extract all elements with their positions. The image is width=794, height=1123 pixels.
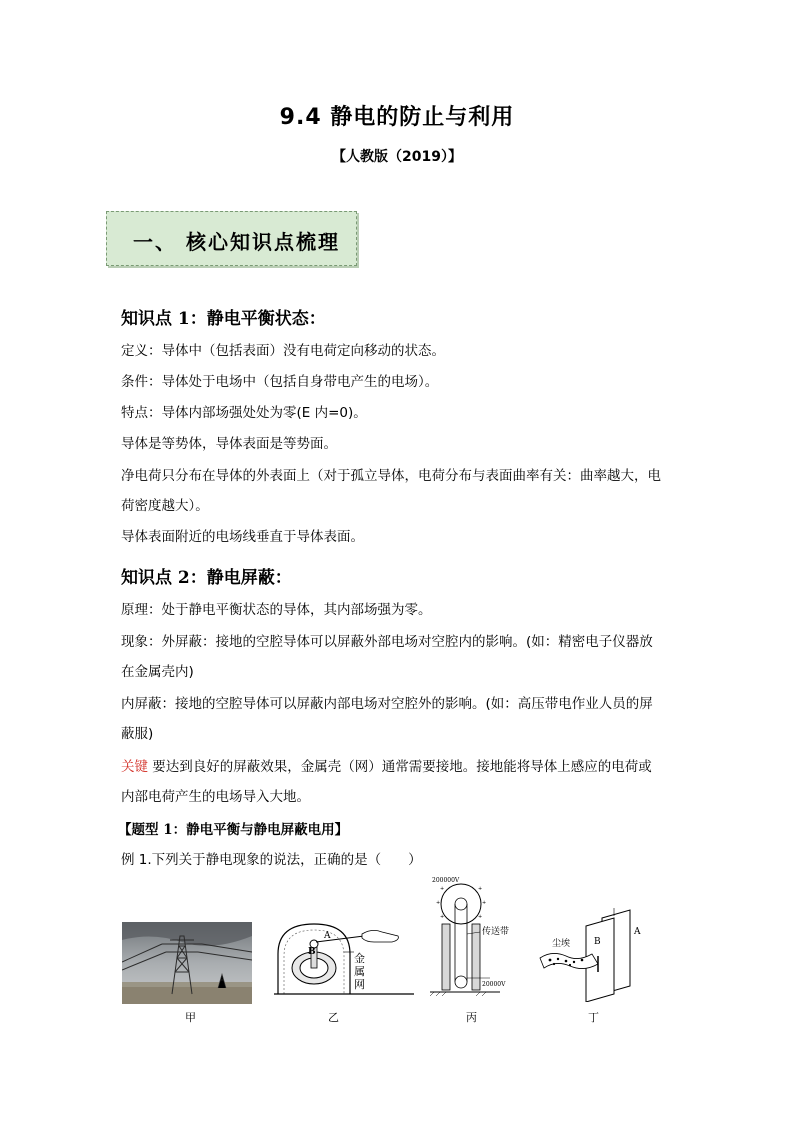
- knowledge-point-1-heading: 知识点 1：静电平衡状态：: [121, 309, 326, 329]
- fig2-mesh-label-2: 属: [354, 965, 365, 978]
- svg-text:+: +: [440, 914, 445, 920]
- kp1-definition: 定义：导体中（包括表面）没有电荷定向移动的状态。: [121, 343, 445, 359]
- kp1-feature: 特点：导体内部场强处处为零(E 内=0)。: [121, 405, 367, 421]
- fig1-power-tower-photo: [122, 922, 252, 1004]
- knowledge-point-2-heading: 知识点 2：静电屏蔽：: [121, 568, 292, 588]
- fig4-plate-b: B: [594, 937, 601, 947]
- fig3-belt-label: 传送带: [482, 927, 510, 937]
- fig2-label: 乙: [328, 1011, 339, 1024]
- section-banner-label: 一、 核心知识点梳理: [133, 230, 340, 254]
- kp1-charge-distribution-line2: 荷密度越大）。: [121, 498, 209, 514]
- key-text: 要达到良好的屏蔽效果，金属壳（网）通常需要接地。接地能将导体上感应的电荷或: [148, 759, 652, 775]
- question-type-heading: 【题型 1：静电平衡与静电屏蔽电用】: [118, 822, 349, 838]
- kp2-principle: 原理：处于静电平衡状态的导体，其内部场强为零。: [121, 602, 432, 618]
- fig2-mesh-label-1: 金: [354, 952, 365, 965]
- kp1-field-lines: 导体表面附近的电场线垂直于导体表面。: [121, 529, 364, 545]
- kp2-key-line2: 内部电荷产生的电场导入大地。: [121, 789, 310, 805]
- fig3-van-de-graaff-diagram: [420, 874, 520, 1002]
- svg-text:+: +: [478, 886, 483, 892]
- kp1-charge-distribution-line1: 净电荷只分布在导体的外表面上（对于孤立导体，电荷分布与表面曲率有关：曲率越大，电: [121, 468, 661, 484]
- fig2-point-b: B: [308, 947, 316, 957]
- section-banner: [106, 211, 357, 266]
- kp2-inner-shield-line1: 内屏蔽：接地的空腔导体可以屏蔽内部电场对空腔外的影响。(如：高压带电作业人员的屏: [121, 696, 653, 712]
- fig4-plate-a: A: [634, 927, 641, 937]
- fig4-label: 丁: [588, 1011, 599, 1024]
- svg-text:+: +: [436, 900, 441, 906]
- kp2-key-line1: [121, 752, 681, 783]
- fig3-label: 丙: [466, 1011, 477, 1024]
- kp2-inner-shield-line2: 蔽服): [121, 726, 154, 742]
- svg-text:+: +: [478, 914, 483, 920]
- key-label: 关键: [121, 759, 148, 775]
- fig1-label: 甲: [185, 1011, 196, 1024]
- kp1-equipotential: 导体是等势体，导体表面是等势面。: [121, 436, 337, 452]
- fig4-dust-precipitator-diagram: [536, 906, 656, 1002]
- kp2-outer-shield-line1: 现象：外屏蔽：接地的空腔导体可以屏蔽外部电场对空腔内的影响。(如：精密电子仪器放: [121, 634, 653, 650]
- fig3-top-voltage: 200000V: [432, 877, 460, 884]
- svg-text:+: +: [440, 886, 445, 892]
- kp2-outer-shield-line2: 在金属壳内): [121, 664, 194, 680]
- fig4-dust-label: 尘埃: [552, 939, 571, 949]
- example-question: 例 1.下列关于静电现象的说法，正确的是（ ）: [121, 852, 422, 868]
- edition-subtitle: 【人教版（2019）】: [332, 149, 462, 165]
- svg-text:+: +: [482, 900, 487, 906]
- fig2-metal-mesh-diagram: [274, 916, 414, 1002]
- kp1-condition: 条件：导体处于电场中（包括自身带电产生的电场）。: [121, 374, 439, 390]
- page-title: 9.4 静电的防止与利用: [279, 105, 515, 130]
- fig3-bottom-voltage: 20000V: [482, 981, 506, 988]
- fig2-point-a: A: [324, 931, 331, 941]
- fig2-mesh-label-3: 网: [354, 978, 365, 991]
